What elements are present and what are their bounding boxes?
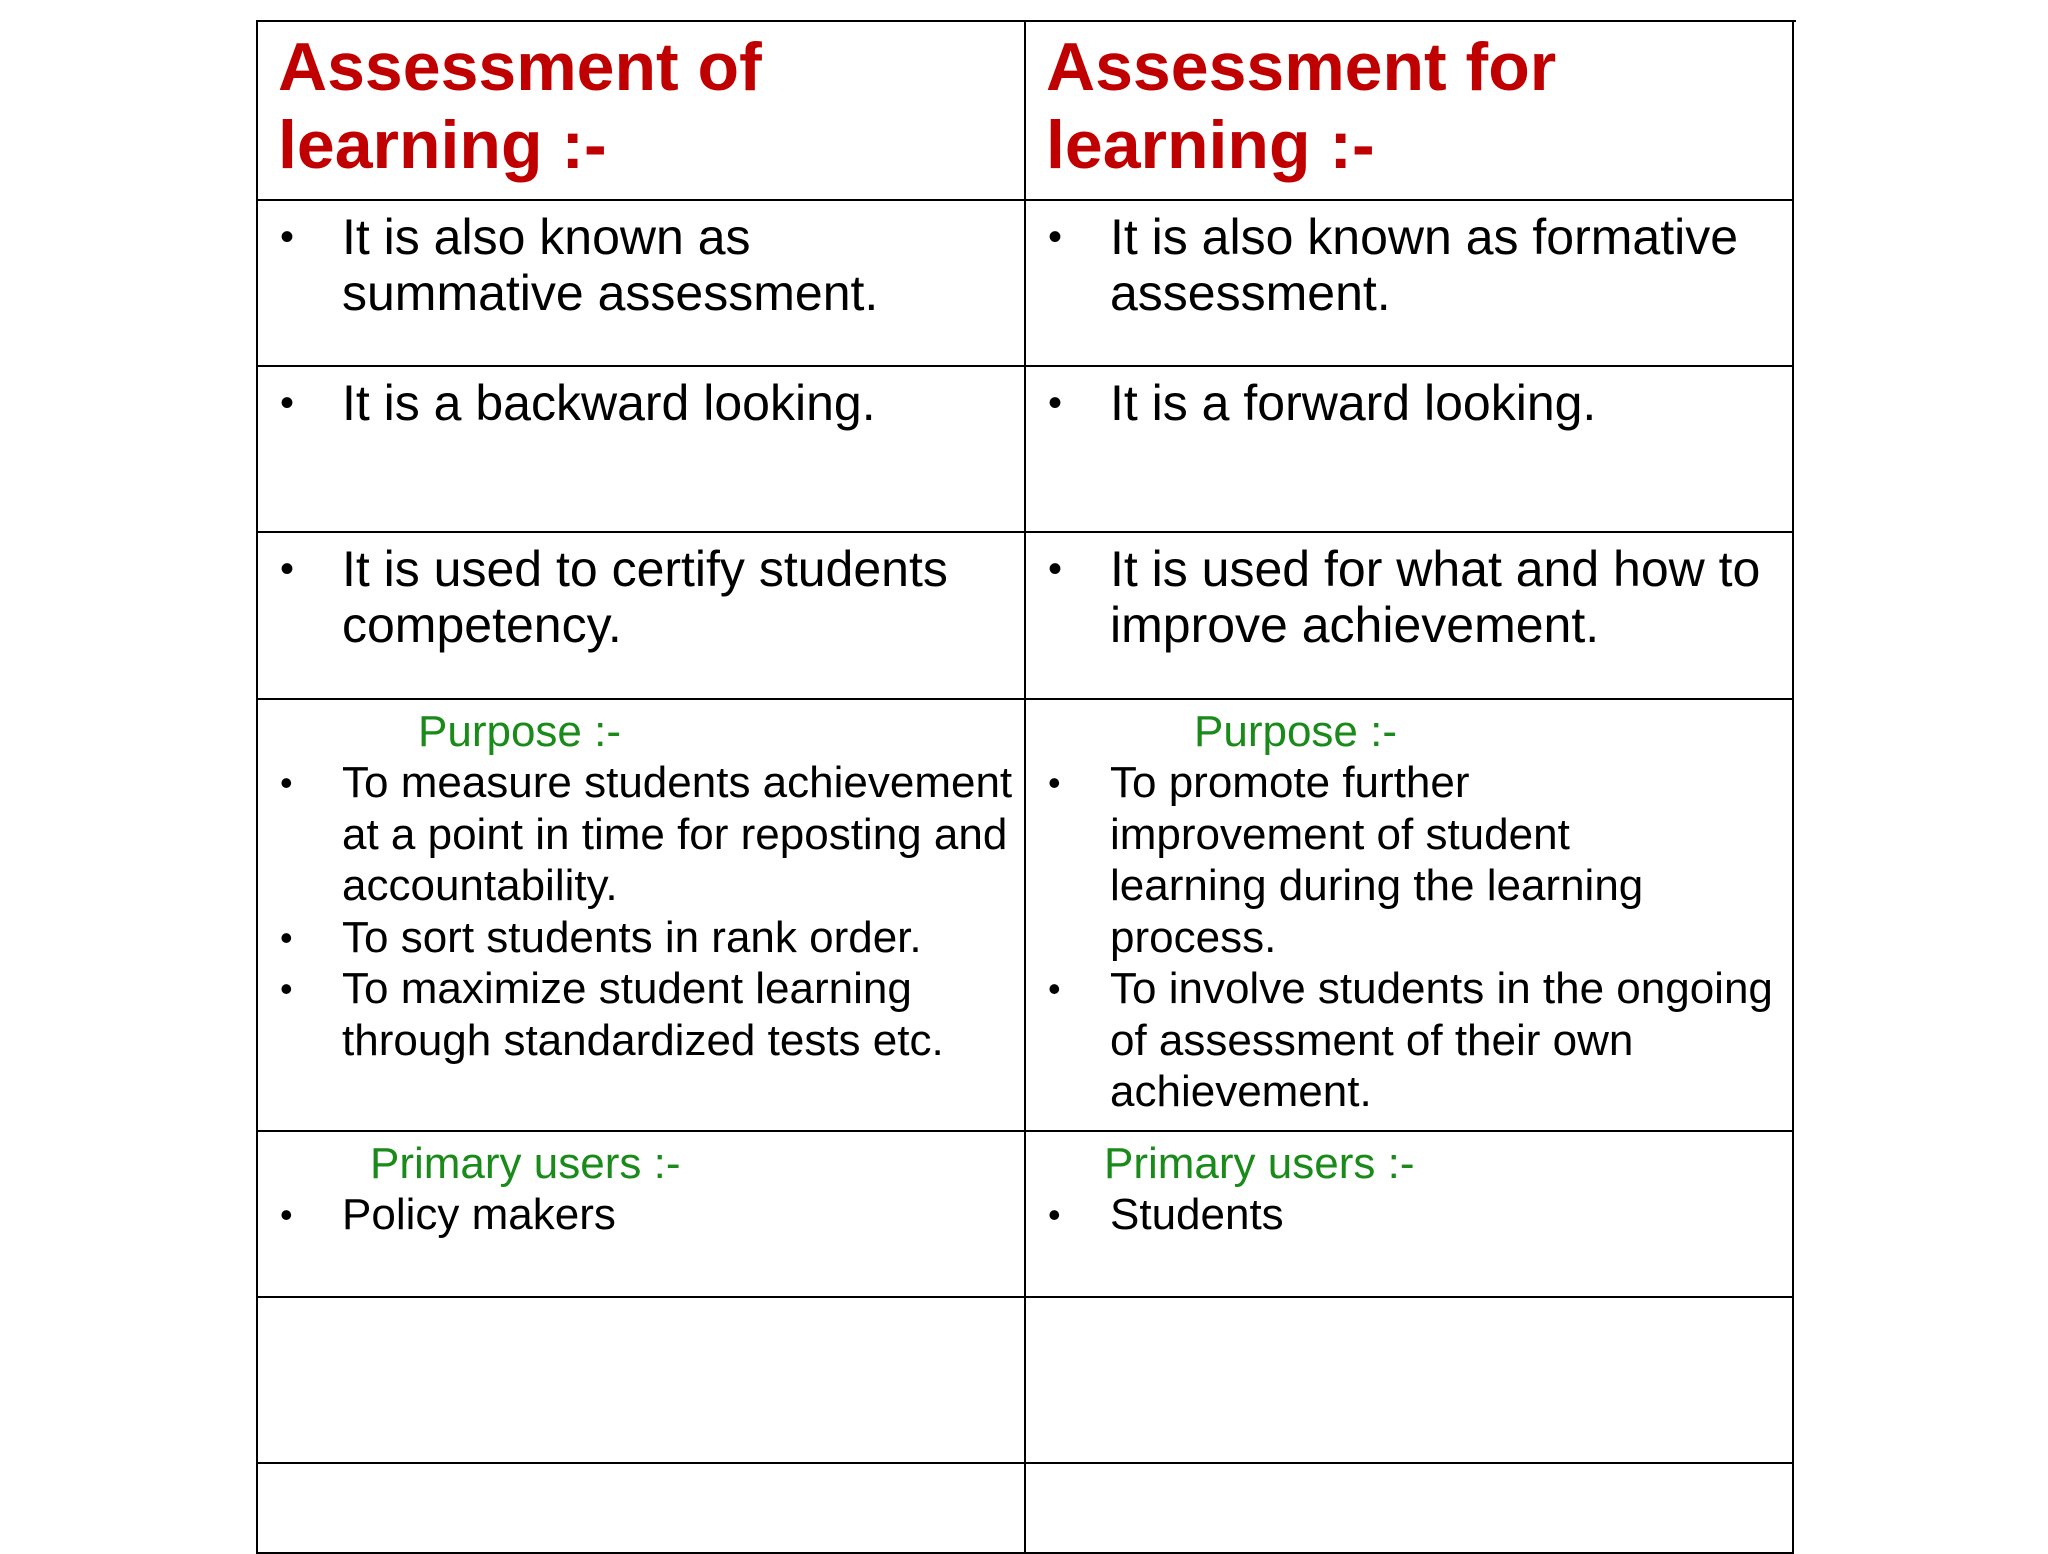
list-item [1026, 757, 1710, 963]
left-purpose-cell [258, 700, 1026, 1132]
right-users-cell [1026, 1132, 1794, 1298]
list-item [1026, 1189, 1792, 1241]
list-item [258, 912, 1024, 964]
right-row-used-to [1026, 533, 1794, 700]
list-item [258, 541, 1024, 653]
primary-users-label: Primary users :- [370, 1139, 681, 1188]
heading-assessment-of-learning: Assessment of learning :- [278, 29, 762, 183]
bullet-icon: • [1048, 968, 1061, 1009]
bullet-icon: • [1048, 215, 1063, 259]
right-purpose-cell [1026, 700, 1794, 1132]
right-row-looking [1026, 367, 1794, 533]
empty-cell [258, 1464, 1026, 1554]
list-item [258, 1189, 1024, 1241]
list-item-text: Policy makers [342, 1190, 616, 1239]
bullet-list [258, 533, 1024, 653]
bullet-icon: • [280, 916, 293, 958]
list-item-text: It is a forward looking. [1110, 375, 1597, 431]
left-row-looking [258, 367, 1026, 533]
list-item-text: It is used for what and how to improve achievement. [1110, 541, 1761, 653]
list-item [258, 963, 1024, 1066]
bullet-list [1026, 367, 1792, 431]
list-item-text: To sort students in rank order. [342, 912, 922, 962]
list-item [258, 375, 1024, 431]
bullet-icon: • [280, 381, 295, 425]
list-item [1026, 375, 1792, 431]
list-item-text: It is used to certify students competency. [342, 541, 948, 653]
purpose-label: Purpose :- [1194, 707, 1397, 756]
bullet-icon: • [1048, 762, 1061, 803]
bullet-icon: • [1048, 1194, 1061, 1235]
list-item-text: It is also known as formative assessment. [1110, 209, 1739, 321]
left-row-known-as [258, 201, 1026, 367]
left-row-used-to [258, 533, 1026, 700]
list-item-text: To measure students achievement at a point in time for reposting and accountability. [342, 758, 1013, 910]
bullet-list [258, 201, 1024, 321]
right-row-known-as [1026, 201, 1794, 367]
left-users-cell [258, 1132, 1026, 1298]
list-item-text: To promote further improvement of student learning during the learning process. [1110, 758, 1644, 962]
users-list [1026, 1189, 1792, 1241]
purpose-label: Purpose :- [418, 707, 621, 756]
list-item [1026, 963, 1790, 1118]
list-item [1026, 541, 1792, 653]
list-item [258, 757, 1024, 912]
bullet-list [258, 367, 1024, 431]
bullet-list [1026, 201, 1792, 321]
users-list [258, 1189, 1024, 1241]
primary-users-label: Primary users :- [1104, 1139, 1415, 1188]
empty-cell [1026, 1464, 1794, 1554]
list-item [258, 209, 952, 321]
bullet-icon: • [280, 762, 293, 803]
empty-cell [258, 1298, 1026, 1464]
bullet-icon: • [280, 215, 295, 259]
list-item-text: Students [1110, 1190, 1284, 1239]
bullet-icon: • [280, 1194, 293, 1235]
comparison-table [256, 20, 1796, 1554]
list-item-text: To involve students in the ongoing of assessment of their own achievement. [1110, 964, 1773, 1116]
list-item [1026, 209, 1792, 321]
empty-cell [1026, 1298, 1794, 1464]
purpose-list [1026, 757, 1792, 1118]
bullet-icon: • [1048, 381, 1063, 425]
list-item-text: To maximize student learning through standardized tests etc. [342, 964, 944, 1065]
bullet-icon: • [1048, 547, 1063, 591]
header-cell-assessment-for-learning [1026, 22, 1794, 201]
list-item-text: It is also known as summative assessment. [342, 209, 879, 321]
header-cell-assessment-of-learning [258, 22, 1026, 201]
bullet-icon: • [280, 547, 295, 591]
list-item-text: It is a backward looking. [342, 375, 876, 431]
bullet-icon: • [280, 968, 293, 1009]
heading-assessment-for-learning: Assessment for learning :- [1046, 29, 1557, 183]
bullet-list [1026, 533, 1792, 653]
purpose-list [258, 757, 1024, 1066]
